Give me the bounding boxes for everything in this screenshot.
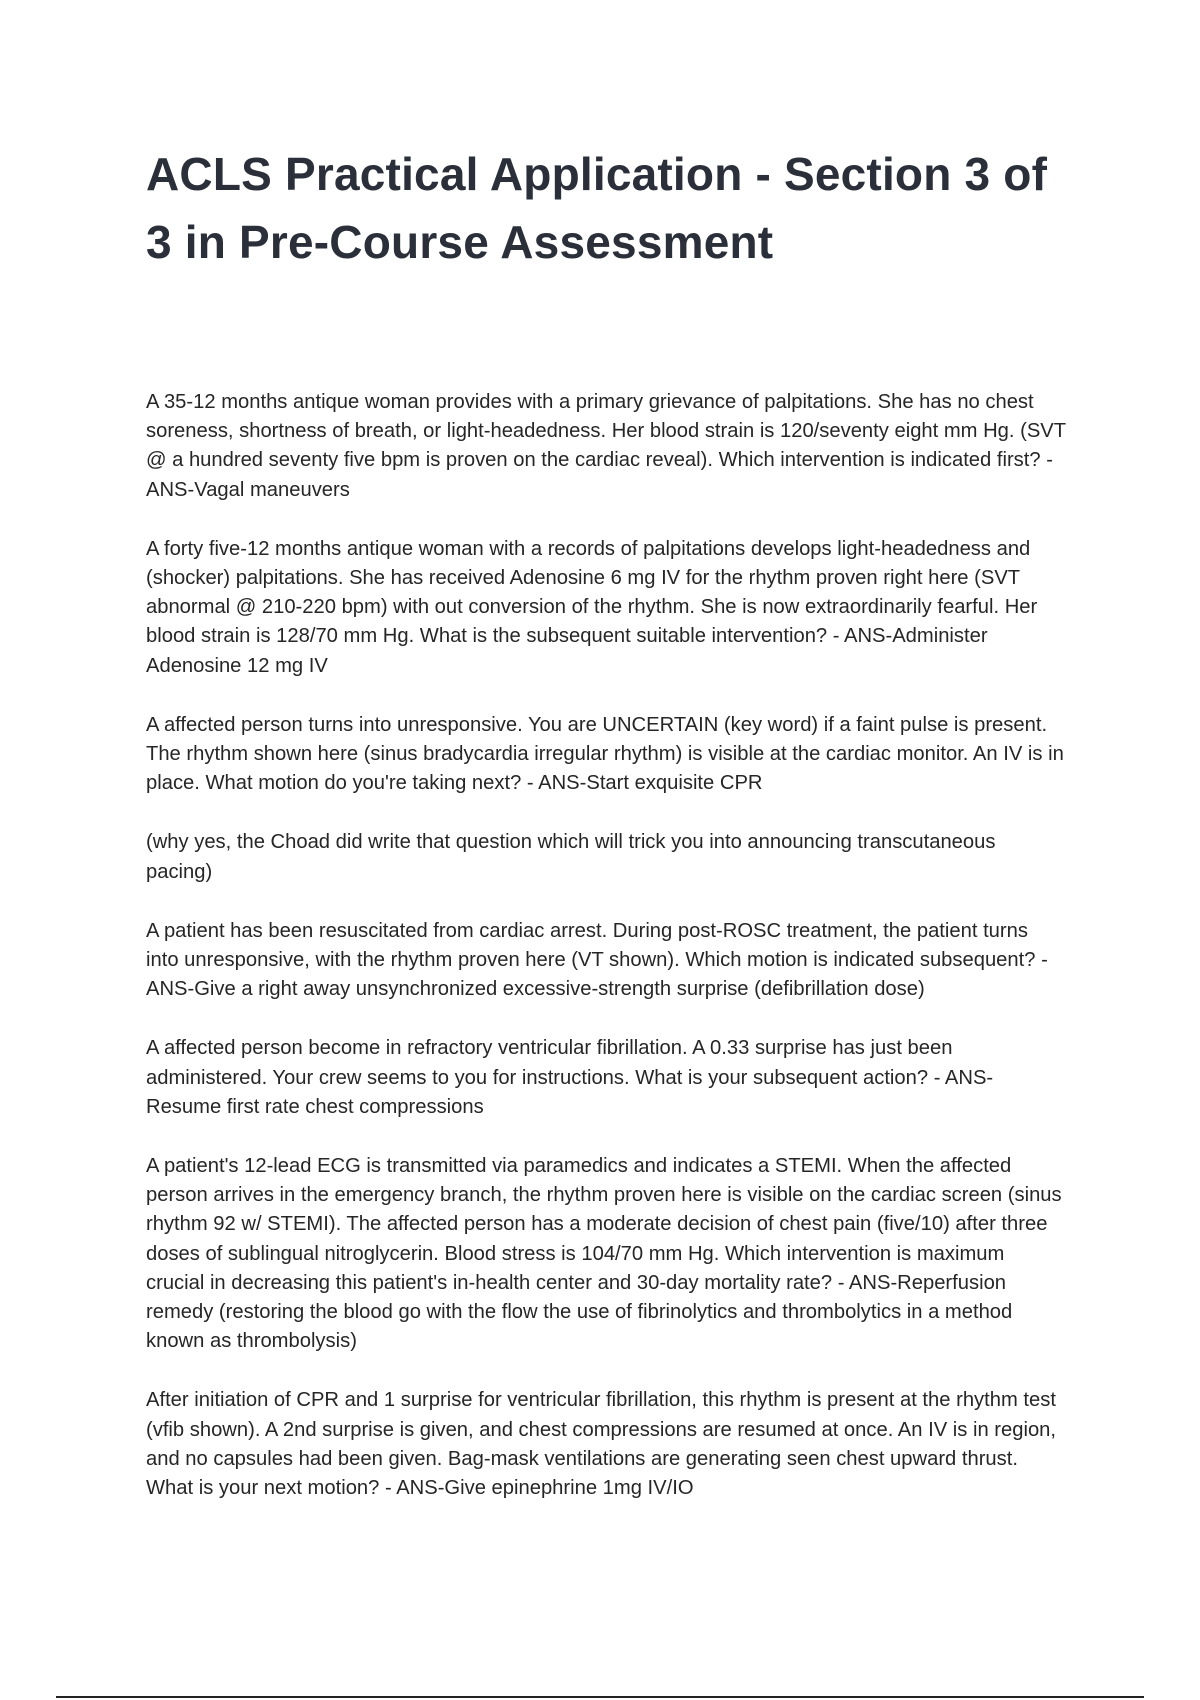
page-bottom-divider: [56, 1696, 1144, 1698]
qa-paragraph-3: A affected person turns into unresponsive. You are UNCERTAIN (key word) if a faint pulse is present. The rhythm shown here (sinus bradycardia irregular rhythm) is visible at the cardiac monitor. An IV is in place. What motion do you're taking next? - ANS-Start exquisite CPR: [146, 713, 1064, 795]
qa-paragraph-5: A affected person become in refractory ventricular fibrillation. A 0.33 surprise has just been administered. Your crew seems to you for instructions. What is your subsequent action? - ANS-Resume first rate chest compressions: [146, 1037, 994, 1118]
document-title: ACLS Practical Application - Section 3 of 3 in Pre-Course Assessment: [146, 148, 1048, 268]
qa-paragraph-1: A 35-12 months antique woman provides with a primary grievance of palpitations. She has no chest soreness, shortness of breath, or light-headedness. Her blood strain is 120/seventy eight mm Hg. (SVT @ a hundred seventy five bpm is proven on the cardiac reveal). Which intervention is indicated first? - ANS-Vagal maneuvers: [146, 391, 1066, 501]
qa-paragraph-6: A patient's 12-lead ECG is transmitted via paramedics and indicates a STEMI. When the affected person arrives in the emergency branch, the rhythm proven here is visible on the cardiac screen (sinus rhythm 92 w/ STEMI). The affected person has a moderate decision of chest pain (five/10) after three doses of sublingual nitroglycerin. Blood stress is 104/70 mm Hg. Which intervention is maximum crucial in decreasing this patient's in-health center and 30-day mortality rate? - ANS-Reperfusion remedy (restoring the blood go with the flow the use of fibrinolytics and thrombolytics in a method known as thrombolysis): [146, 1155, 1062, 1353]
document-page: [146, 140, 1066, 1533]
qa-paragraph-7: After initiation of CPR and 1 surprise for ventricular fibrillation, this rhythm is present at the rhythm test (vfib shown). A 2nd surprise is given, and chest compressions are resumed at once. An IV is in region, and no capsules had been given. Bag-mask ventilations are generating seen chest upward thrust. What is your next motion? - ANS-Give epinephrine 1mg IV/IO: [146, 1389, 1057, 1500]
qa-paragraph-4: A patient has been resuscitated from cardiac arrest. During post-ROSC treatment, the patient turns into unresponsive, with the rhythm proven here (VT shown). Which motion is indicated subsequent? - ANS-Give a right away unsynchronized excessive-strength surprise (defibrillation dose): [146, 919, 1048, 1001]
note-paragraph: (why yes, the Choad did write that question which will trick you into announcing transcutaneous pacing): [146, 831, 996, 883]
qa-paragraph-2: A forty five-12 months antique woman with a records of palpitations develops light-headedness and (shocker) palpitations. She has received Adenosine 6 mg IV for the rhythm proven right here (SVT abnormal @ 210-220 bpm) with out conversion of the rhythm. She is now extraordinarily fearful. Her blood strain is 128/70 mm Hg. What is the subsequent suitable intervention? - ANS-Administer Adenosine 12 mg IV: [146, 537, 1038, 677]
